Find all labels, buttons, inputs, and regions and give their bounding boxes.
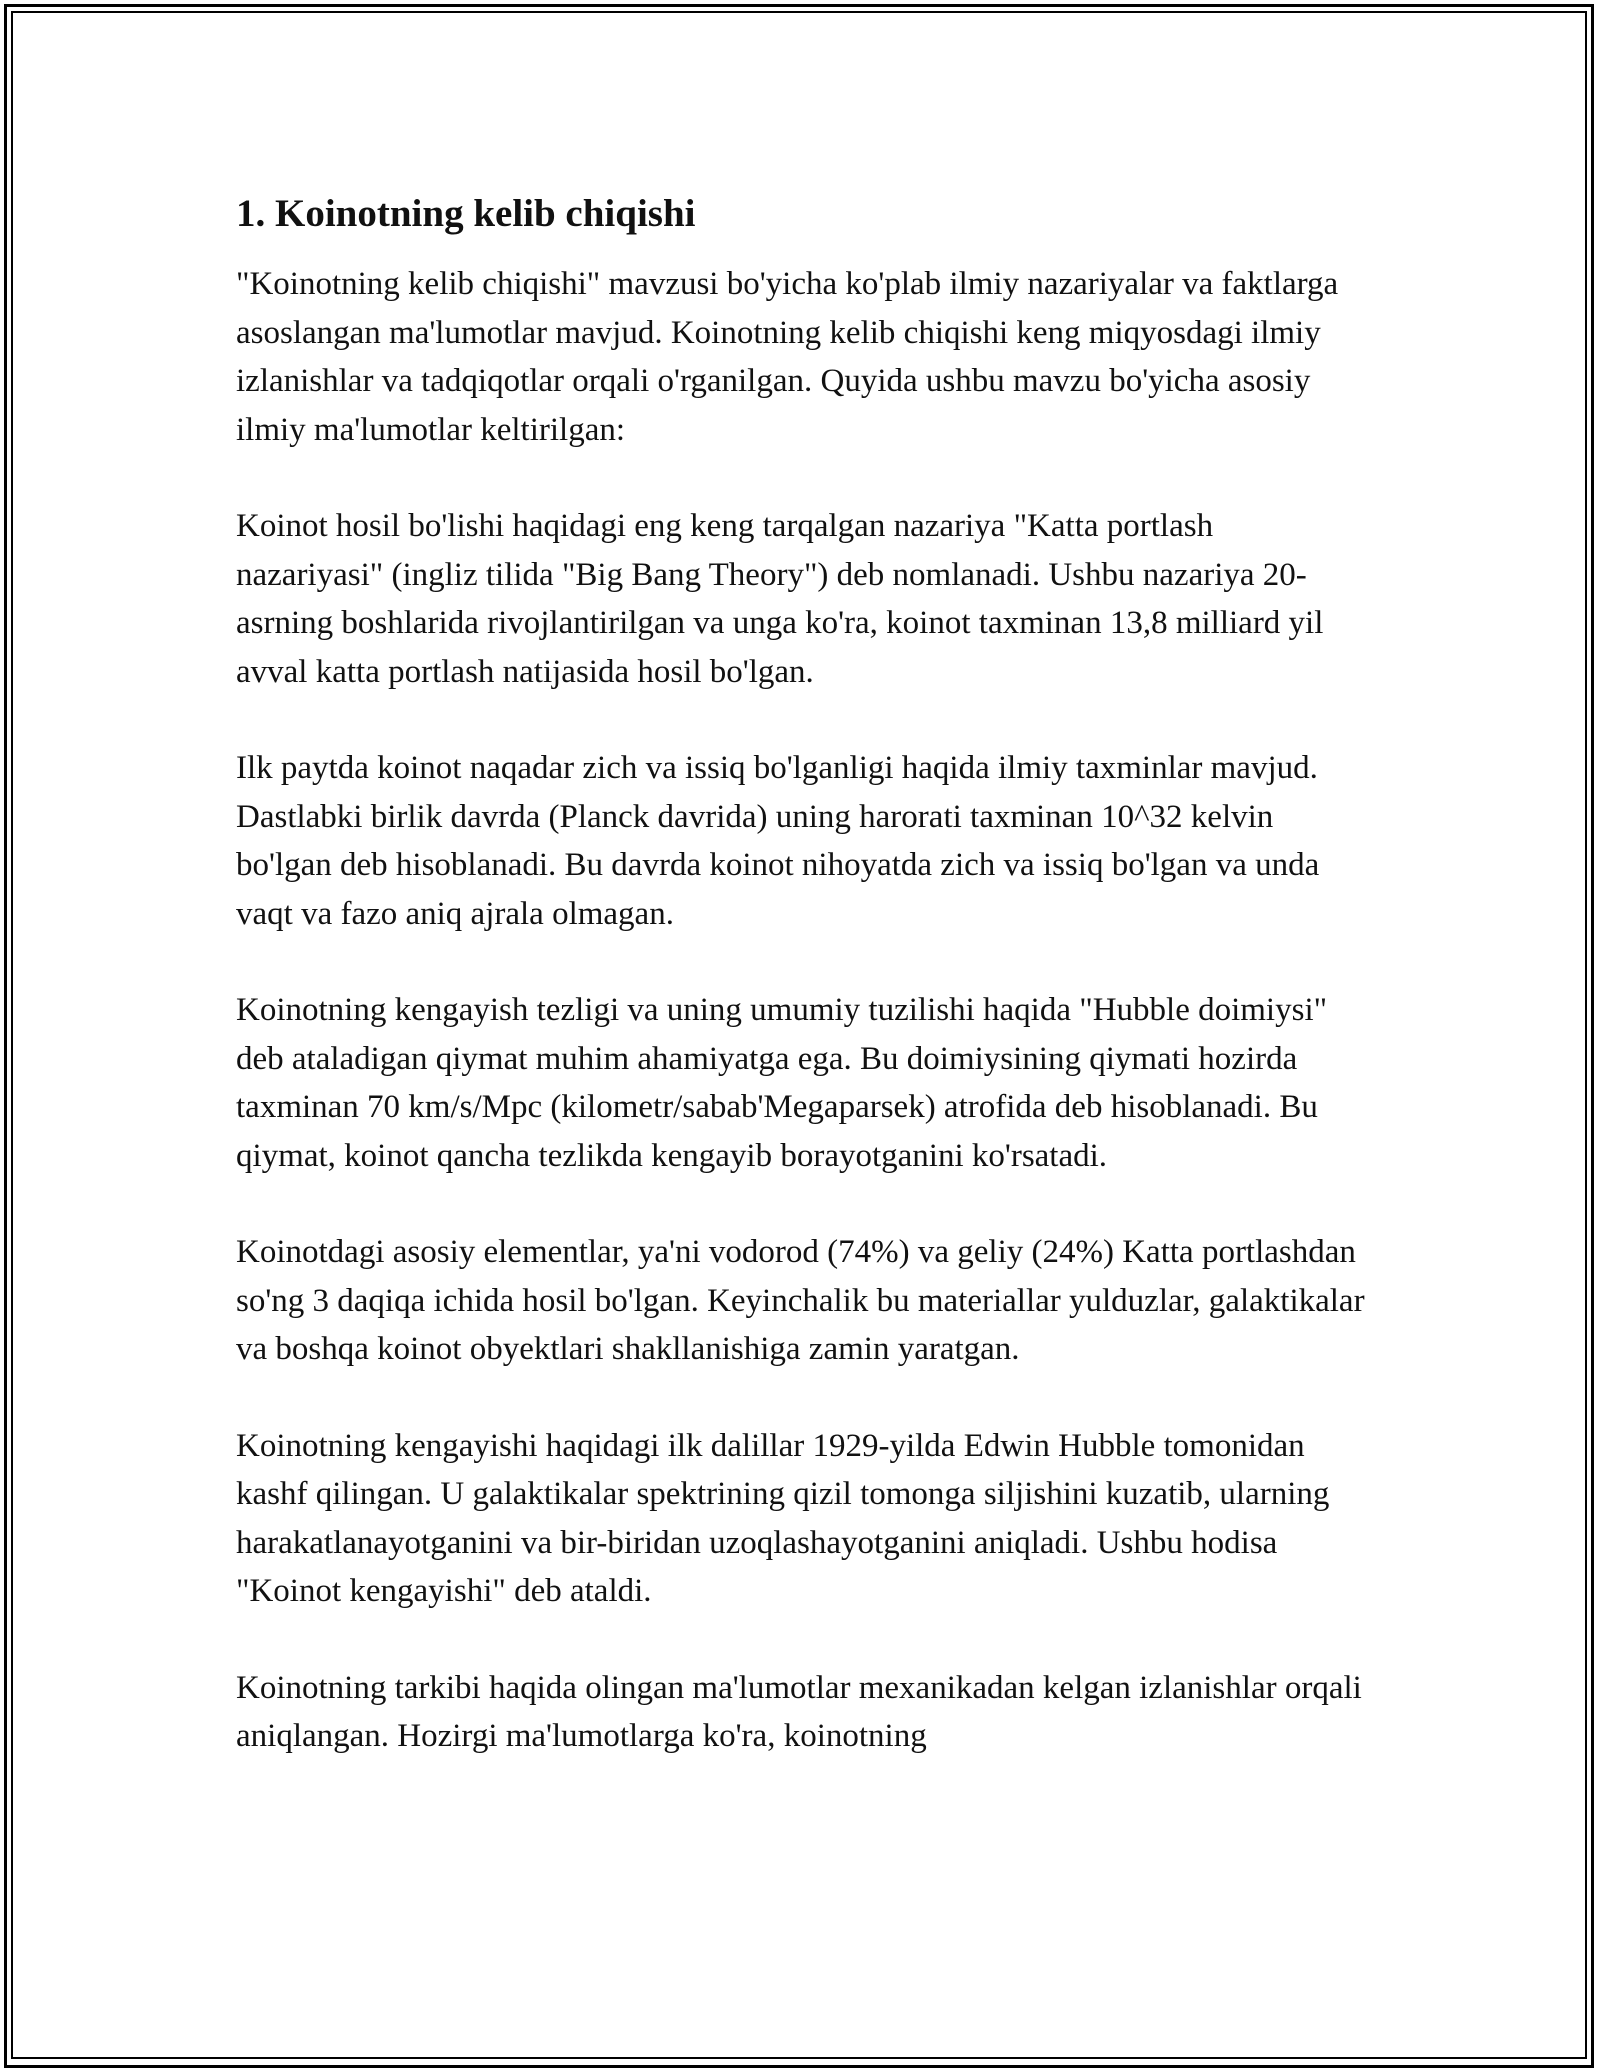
paragraph-elements: Koinotdagi asosiy elementlar, ya'ni vodorod (74%) va geliy (24%) Katta portlashdan so'ng 3 daqiqa ichida hosil bo'lgan. Keyinchalik bu materiallar yulduzlar, galaktikalar va boshqa koinot obyektlari shakllanishiga zamin yaratgan. bbox=[236, 1234, 1365, 1367]
paragraph-big-bang: Koinot hosil bo'lishi haqidagi eng keng tarqalgan nazariya "Katta portlash nazariyasi" (ingliz tilida "Big Bang Theory") deb nomlanadi. Ushbu nazariya 20-asrning boshlarida rivojlantirilgan va unga ko'ra, koinot taxminan 13,8 milliard yil avval katta portlash natijasida hosil bo'lgan. bbox=[236, 508, 1324, 690]
paragraph-expansion-evidence: Koinotning kengayishi haqidagi ilk dalillar 1929-yilda Edwin Hubble tomonidan kashf qilingan. U galaktikalar spektrining qizil tomonga siljishini kuzatib, ularning harakatlanayotganini va bir-biridan uzoqlashayotganini aniqladi. Ushbu hodisa "Koinot kengayishi" deb ataldi. bbox=[236, 1427, 1330, 1609]
paragraph-planck-era: Ilk paytda koinot naqadar zich va issiq bo'lganligi haqida ilmiy taxminlar mavjud. Dastlabki birlik davrda (Planck davrida) uning harorati taxminan 10^32 kelvin bo'lgan deb hisoblanadi. Bu davrda koinot nihoyatda zich va issiq bo'lgan va unda vaqt va fazo aniq ajrala olmagan. bbox=[236, 750, 1320, 932]
paragraph-composition: Koinotning tarkibi haqida olingan ma'lumotlar mexanikadan kelgan izlanishlar orqali aniqlangan. Hozirgi ma'lumotlarga ko'ra, koinotning bbox=[236, 1669, 1362, 1754]
paragraph-intro: "Koinotning kelib chiqishi" mavzusi bo'yicha ko'plab ilmiy nazariyalar va faktlarga asoslangan ma'lumotlar mavjud. Koinotning kelib chiqishi keng miqyosdagi ilmiy izlanishlar va tadqiqotlar orqali o'rganilgan. Quyida ushbu mavzu bo'yicha asosiy ilmiy ma'lumotlar keltirilgan: bbox=[236, 266, 1339, 448]
paragraph-hubble-constant: Koinotning kengayish tezligi va uning umumiy tuzilishi haqida "Hubble doimiysi" deb ataladigan qiymat muhim ahamiyatga ega. Bu doimiysining qiymati hozirda taxminan 70 km/s/Mpc (kilometr/sabab'Megaparsek) atrofida deb hisoblanadi. Bu qiymat, koinot qancha tezlikda kengayib borayotganini ko'rsatadi. bbox=[236, 992, 1328, 1174]
document-body bbox=[236, 186, 1366, 1809]
section-heading: 1. Koinotning kelib chiqishi bbox=[236, 192, 696, 235]
